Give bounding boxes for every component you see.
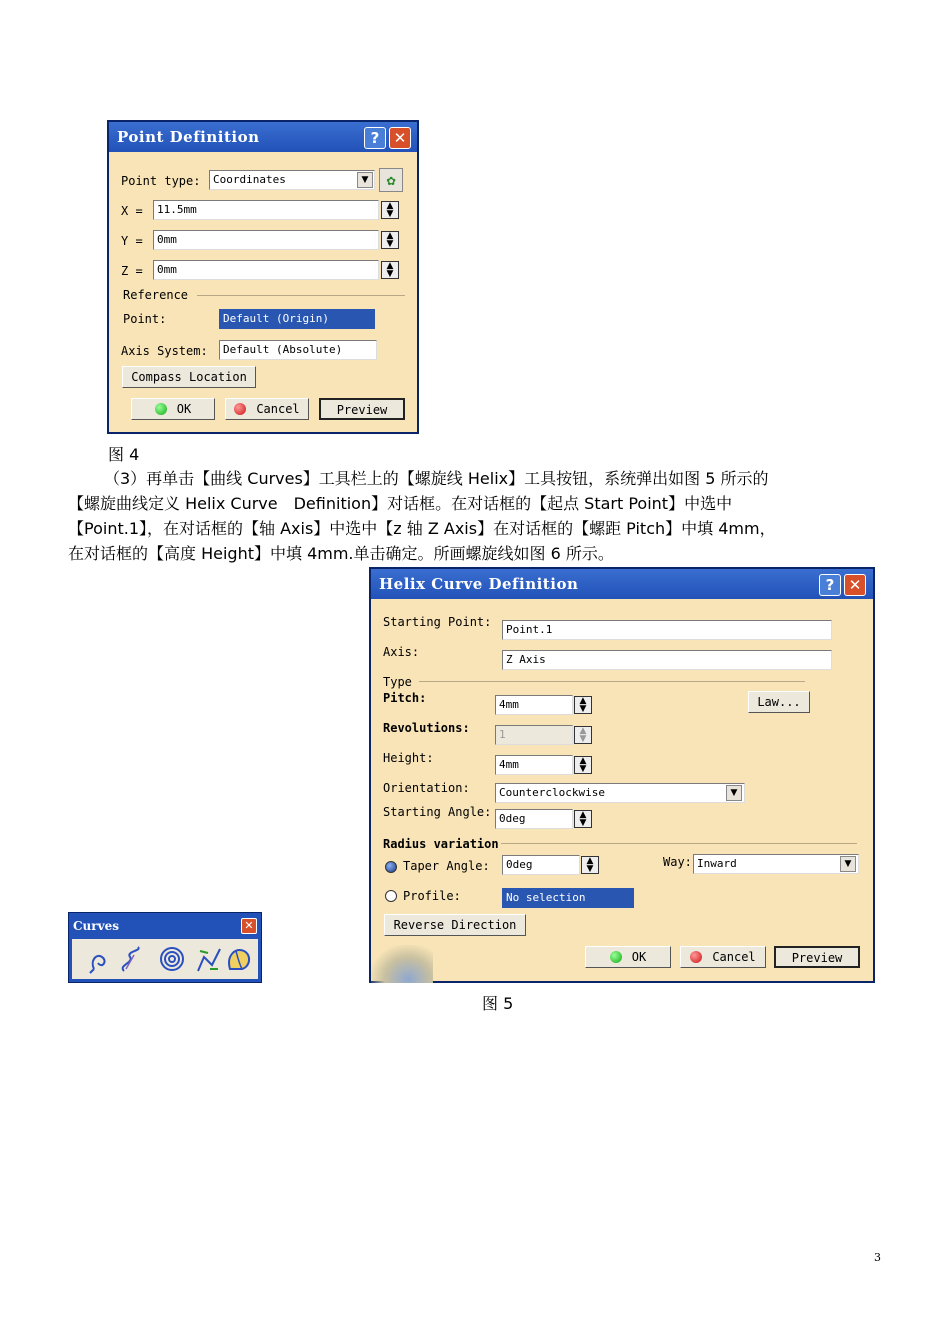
ok-button[interactable]: [131, 398, 215, 420]
cancel-label: Cancel: [712, 950, 756, 964]
catia-logo: [371, 945, 433, 983]
radius-variation-separator: [501, 843, 857, 844]
preview-button[interactable]: Preview: [319, 398, 405, 420]
explore-icon[interactable]: ✿: [379, 168, 403, 192]
x-field[interactable]: 11.5mm: [153, 200, 379, 220]
body-line-2: 【螺旋曲线定义 Helix Curve Definition】对话框。在对话框的【起点 Start Point】中选中: [68, 494, 733, 513]
point-type-label: Point type:: [121, 174, 201, 188]
taper-angle-radio[interactable]: [385, 861, 397, 873]
curves-toolbar: [68, 912, 262, 983]
law-button[interactable]: Law...: [748, 691, 810, 713]
body-line-1: （3）再单击【曲线 Curves】工具栏上的【螺旋线 Helix】工具按钮，系统弹出如图 5 所示的: [104, 469, 769, 488]
help-button[interactable]: ?: [819, 574, 841, 596]
chevron-down-icon[interactable]: ▼: [357, 172, 373, 188]
revolutions-spinner: ▲ ▼: [574, 726, 592, 744]
height-label: Height:: [383, 751, 434, 765]
point-dialog-title: Point Definition: [109, 122, 417, 152]
type-label: Type: [383, 675, 412, 689]
help-button[interactable]: ?: [364, 127, 386, 149]
starting-point-field[interactable]: Point.1: [502, 620, 832, 640]
point-type-select[interactable]: Coordinates: [209, 170, 375, 190]
starting-angle-field[interactable]: 0deg: [495, 809, 573, 829]
cancel-button[interactable]: [680, 946, 766, 968]
revolutions-label: Revolutions:: [383, 721, 470, 735]
chevron-down-icon[interactable]: ▼: [726, 785, 742, 801]
y-spinner[interactable]: ▲ ▼: [381, 231, 399, 249]
height-spinner[interactable]: ▲ ▼: [574, 756, 592, 774]
taper-angle-label: Taper Angle:: [403, 859, 490, 873]
spiral-icon[interactable]: [161, 948, 183, 970]
cancel-icon: [234, 403, 246, 415]
ok-icon: [155, 403, 167, 415]
starting-point-label: Starting Point:: [383, 615, 492, 629]
close-button[interactable]: ✕: [844, 574, 866, 596]
y-label: Y =: [121, 234, 143, 248]
z-label: Z =: [121, 264, 143, 278]
orientation-label: Orientation:: [383, 781, 470, 795]
axis-label: Axis:: [383, 645, 420, 659]
profile-label: Profile:: [403, 889, 461, 903]
spine-icon[interactable]: [198, 949, 220, 971]
helix-dialog-title: Helix Curve Definition: [371, 569, 873, 599]
taper-angle-spinner[interactable]: ▲ ▼: [581, 856, 599, 874]
x-label: X =: [121, 204, 143, 218]
curves-toolbar-title: Curves: [73, 919, 119, 933]
chevron-down-icon[interactable]: ▼: [840, 856, 856, 872]
y-field[interactable]: 0mm: [153, 230, 379, 250]
preview-button[interactable]: Preview: [774, 946, 860, 968]
profile-field[interactable]: No selection: [502, 888, 634, 908]
point-reference-field[interactable]: Default (Origin): [219, 309, 375, 329]
helix-curve-definition-dialog: [369, 567, 875, 983]
point-definition-dialog: [107, 120, 419, 434]
cancel-label: Cancel: [256, 402, 300, 416]
figure-caption-5: 图 5: [482, 994, 514, 1013]
close-button[interactable]: ✕: [389, 127, 411, 149]
cancel-icon: [690, 951, 702, 963]
axis-field[interactable]: Z Axis: [502, 650, 832, 670]
way-select[interactable]: Inward: [693, 854, 859, 874]
axis-system-field[interactable]: Default (Absolute): [219, 340, 377, 360]
ok-label: OK: [176, 402, 192, 416]
curves-toolbar-icons: [72, 939, 258, 979]
pitch-label: Pitch:: [383, 691, 427, 705]
body-line-3: 【Point.1】，在对话框的【轴 Axis】中选中【z 轴 Z Axis】在对话框的【螺距 Pitch】中填 4mm，: [68, 519, 776, 538]
axis-system-label: Axis System:: [121, 344, 208, 358]
starting-angle-label: Starting Angle:: [383, 805, 492, 819]
figure-caption-4: 图 4: [108, 445, 140, 464]
profile-radio[interactable]: [385, 890, 397, 902]
type-separator: [419, 681, 805, 682]
point-label: Point:: [123, 312, 167, 326]
body-line-4: 在对话框的【高度 Height】中填 4mm.单击确定。所画螺旋线如图 6 所示。: [68, 544, 614, 563]
reference-separator: [197, 295, 405, 296]
isoparametric-curve-icon[interactable]: [229, 950, 249, 969]
starting-angle-spinner[interactable]: ▲ ▼: [574, 810, 592, 828]
way-label: Way:: [663, 855, 692, 869]
orientation-select[interactable]: Counterclockwise: [495, 783, 745, 803]
page-number: 3: [874, 1251, 881, 1264]
helix-icon[interactable]: [123, 947, 139, 971]
ok-button[interactable]: [585, 946, 671, 968]
compass-location-button[interactable]: Compass Location: [122, 366, 256, 388]
reference-label: Reference: [123, 288, 189, 302]
ok-icon: [610, 951, 622, 963]
pitch-field[interactable]: 4mm: [495, 695, 573, 715]
z-field[interactable]: 0mm: [153, 260, 379, 280]
close-button[interactable]: ✕: [241, 918, 257, 934]
curves-toolbar-body: [72, 939, 258, 979]
radius-variation-label: Radius variation: [383, 837, 499, 851]
ok-label: OK: [631, 950, 647, 964]
z-spinner[interactable]: ▲ ▼: [381, 261, 399, 279]
height-field[interactable]: 4mm: [495, 755, 573, 775]
taper-angle-field[interactable]: 0deg: [502, 855, 580, 875]
pitch-spinner[interactable]: ▲ ▼: [574, 696, 592, 714]
revolutions-field: 1: [495, 725, 573, 745]
reverse-direction-button[interactable]: Reverse Direction: [384, 914, 526, 936]
cancel-button[interactable]: [225, 398, 309, 420]
spiral-curve-icon[interactable]: [90, 956, 105, 973]
x-spinner[interactable]: ▲ ▼: [381, 201, 399, 219]
